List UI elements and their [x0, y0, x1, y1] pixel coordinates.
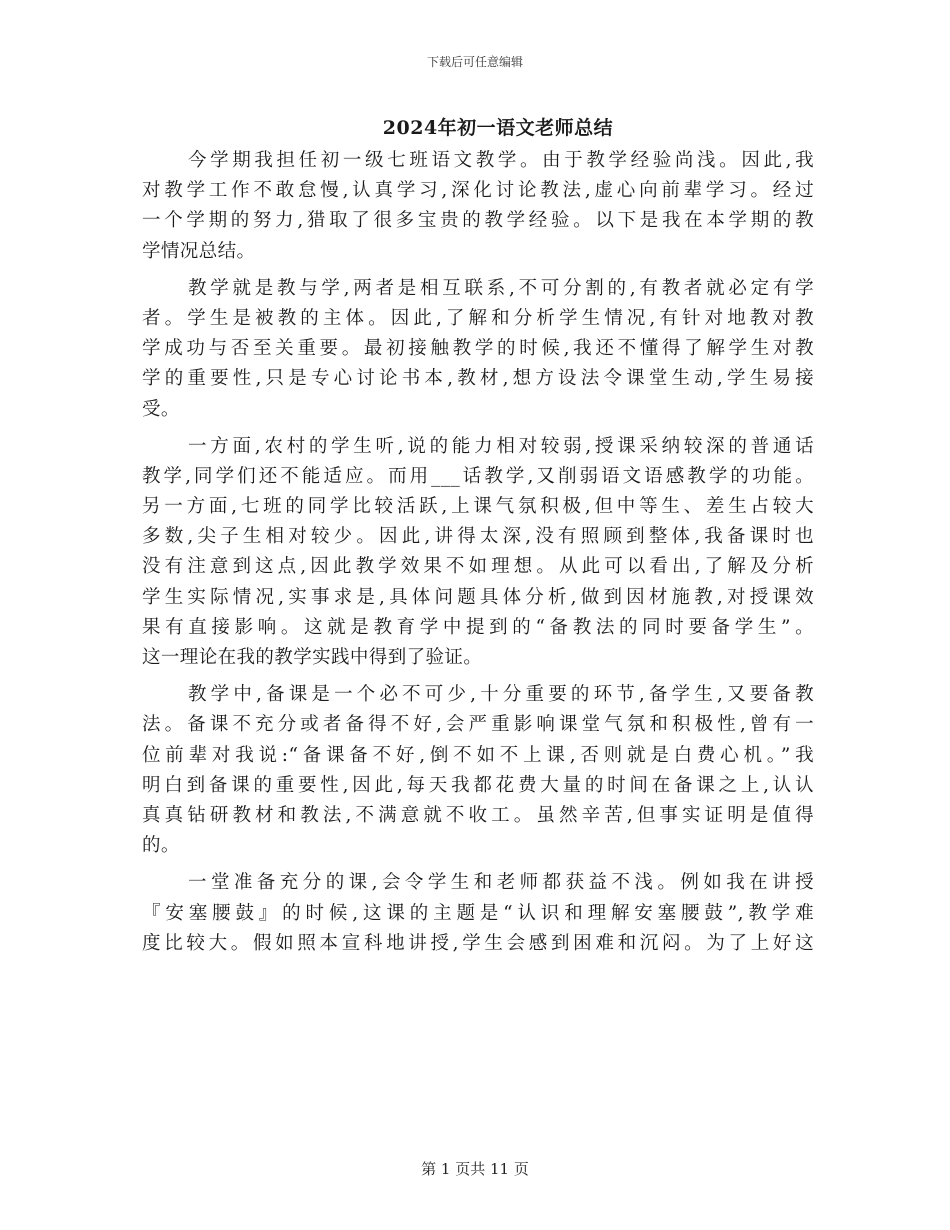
text-line: 没有注意到这点,因此教学效果不如理想。从此可以看出,了解及分析: [142, 556, 814, 578]
text-line: 一堂准备充分的课,会令学生和老师都获益不浅。例如我在讲授: [188, 872, 814, 894]
text-line: 受。: [142, 398, 180, 420]
text-line: 位前辈对我说:“备课备不好,倒不如不上课,否则就是白费心机。”我: [142, 744, 814, 766]
text-line: 一个学期的努力,猎取了很多宝贵的教学经验。以下是我在本学期的教: [142, 210, 814, 232]
paragraph-4: [142, 680, 814, 861]
text-line: 者。学生是被教的主体。因此,了解和分析学生情况,有针对地教对教: [142, 307, 814, 329]
text-line: 学生实际情况,实事求是,具体问题具体分析,做到因材施教,对授课效: [142, 586, 814, 608]
text-line: 度比较大。假如照本宣科地讲授,学生会感到困难和沉闷。为了上好这: [142, 932, 814, 954]
text-line: 另一方面,七班的同学比较活跃,上课气氛积极,但中等生、差生占较大: [142, 496, 814, 518]
text-line: 对教学工作不敢怠慢,认真学习,深化讨论教法,虚心向前辈学习。经过: [142, 180, 814, 202]
paragraph-2: [142, 274, 814, 425]
paragraph-1: [142, 146, 814, 267]
text-line: 『安塞腰鼓』的时候,这课的主题是“认识和理解安塞腰鼓”,教学难: [142, 902, 814, 924]
text-line: 教学中,备课是一个必不可少,十分重要的环节,备学生,又要备教: [188, 684, 814, 706]
document-title: 2024年初一语文老师总结: [382, 117, 614, 139]
paragraph-3: [142, 432, 814, 674]
paragraph-gap: [142, 861, 814, 868]
page-number: 第 1 页共 11 页: [421, 1160, 529, 1178]
header-note: 下载后可任意编辑: [426, 55, 523, 69]
document-body: [142, 146, 814, 959]
text-line: 明白到备课的重要性,因此,每天我都花费大量的时间在备课之上,认认: [142, 774, 814, 796]
text-line: 学成功与否至关重要。最初接触教学的时候,我还不懂得了解学生对教: [142, 338, 814, 360]
paragraph-gap: [142, 267, 814, 274]
text-line: 学情况总结。: [142, 240, 256, 262]
text-line: 学的重要性,只是专心讨论书本,教材,想方设法令课堂生动,学生易接: [142, 368, 814, 390]
text-line: 教学就是教与学,两者是相互联系,不可分割的,有教者就必定有学: [188, 277, 814, 299]
paragraph-5: [142, 868, 814, 959]
text-line: 教学,同学们还不能适应。而用___话教学,又削弱语文语感教学的功能。: [142, 465, 814, 487]
text-line: 真真钻研教材和教法,不满意就不收工。虽然辛苦,但事实证明是值得: [142, 804, 814, 826]
text-line: 多数,尖子生相对较少。因此,讲得太深,没有照顾到整体,我备课时也: [142, 526, 814, 548]
text-line: 这一理论在我的教学实践中得到了验证。: [142, 647, 483, 668]
text-line: 的。: [142, 835, 180, 857]
paragraph-gap: [142, 673, 814, 680]
text-line: 法。备课不充分或者备得不好,会严重影响课堂气氛和积极性,曾有一: [142, 714, 814, 736]
text-line: 果有直接影响。这就是教育学中提到的“备教法的同时要备学生”。: [142, 616, 814, 638]
text-line: 今学期我担任初一级七班语文教学。由于教学经验尚浅。因此,我: [188, 150, 814, 171]
paragraph-gap: [142, 425, 814, 432]
text-line: 一方面,农村的学生听,说的能力相对较弱,授课采纳较深的普通话: [188, 435, 814, 457]
